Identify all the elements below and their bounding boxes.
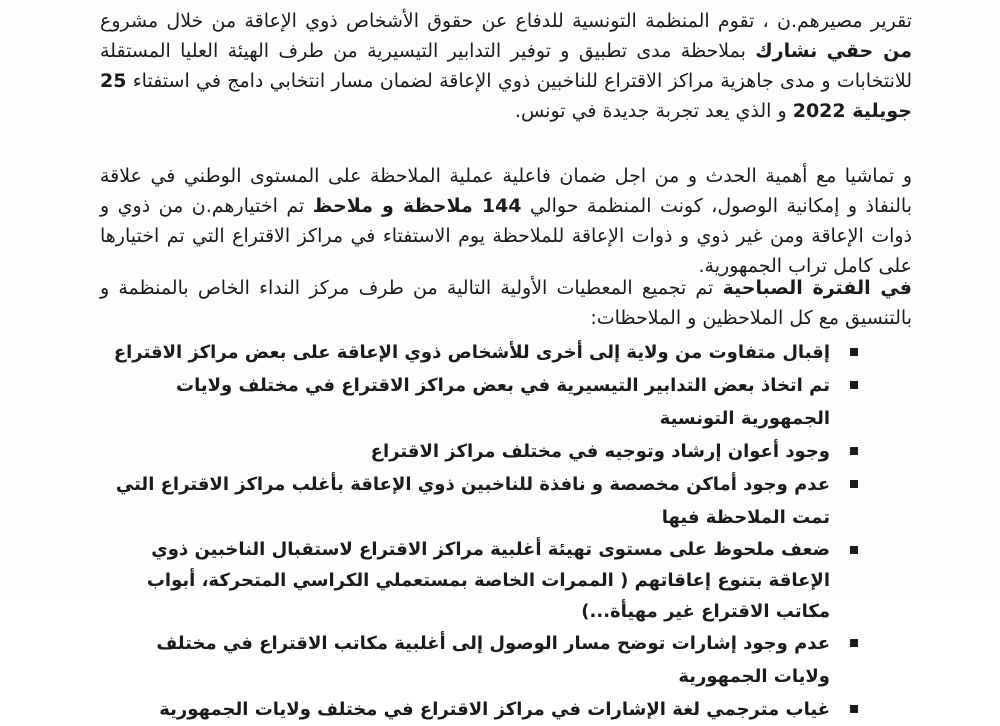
square-bullet-icon [850, 639, 858, 647]
list-item-text: عدم وجود إشارات توضح مسار الوصول إلى أغلبية مكاتب الاقتراع في مختلف ولايات الجمهورية [156, 633, 830, 687]
observers-count: 144 ملاحظة و ملاحظ [312, 195, 522, 217]
observers-text-b: تم اختيارهم.ن من ذوي و ذوات الإعاقة ومن غير ذوي و ذوات الإعاقة للملاحظة يوم الاستفتاء في مراكز الاقتراع التي تم اختيارها على كامل تراب الجمهورية. [100, 195, 912, 277]
intro-paragraph [100, 6, 912, 126]
intro-text-line1: بملاحظة مدى تطبيق و توفير التدابير التيسيرية من طرف الهيئة العليا المستقلة للانتخابات و مدى جاهزية مراكز الاقتراع للناخبين ذوي الإعاقة لضمان مسار انتخابي دامج في استفتاء [100, 40, 912, 92]
square-bullet-icon [850, 546, 858, 554]
square-bullet-icon [850, 480, 858, 488]
project-name-part2: نشارك [755, 40, 818, 62]
findings-list [100, 336, 860, 726]
morning-paragraph [100, 273, 912, 333]
list-item-text: وجود أعوان إرشاد وتوجيه في مختلف مراكز الاقتراع [370, 441, 830, 462]
observers-text-a: و تماشيا مع أهمية الحدث و من اجل ضمان فاعلية عملية الملاحظة على المستوى الوطني في علاقة بالنفاذ و إمكانية الوصول، كونت المنظمة حوالي [100, 165, 912, 217]
list-item [100, 468, 860, 534]
list-item-text: ضعف ملحوظ على مستوى تهيئة أغلبية مراكز الاقتراع لاستقبال الناخبين ذوي الإعاقة بتنوع إعاقاتهم ( الممرات الخاصة بمستعملي الكراسي المتحركة، أبواب مكاتب الاقتراع غير مهيأة...) [146, 539, 830, 622]
list-item [100, 336, 860, 369]
list-item-text: تم اتخاذ بعض التدابير التيسيرية في بعض مراكز الاقتراع في مختلف ولايات الجمهورية التونسية [176, 375, 830, 429]
square-bullet-icon [850, 381, 858, 389]
list-item [100, 435, 860, 468]
list-item [100, 693, 860, 726]
intro-text-line0: تقرير مصيرهم.ن ، تقوم المنظمة التونسية للدفاع عن حقوق الأشخاص ذوي الإعاقة من خلال مشروع [100, 10, 912, 32]
referendum-date: 25 جويلية 2022 [100, 70, 912, 122]
morning-period-heading: في الفترة الصباحية [722, 277, 912, 299]
list-item-text: غياب مترجمي لغة الإشارات في مراكز الاقتراع في مختلف ولايات الجمهورية [159, 699, 830, 720]
square-bullet-icon [850, 348, 858, 356]
observers-paragraph [100, 161, 912, 281]
project-name-part1: من حقي [826, 40, 912, 62]
square-bullet-icon [850, 447, 858, 455]
list-item [100, 534, 860, 627]
list-item [100, 369, 860, 435]
morning-text: تم تجميع المعطيات الأولية التالية من طرف مركز النداء الخاص بالمنظمة و بالتنسيق مع كل الملاحظين و الملاحظات: [100, 277, 912, 329]
list-item-text: إقبال متفاوت من ولاية إلى أخرى للأشخاص ذوي الإعاقة على بعض مراكز الاقتراع [113, 342, 830, 363]
list-item [100, 627, 860, 693]
intro-text-line2: و الذي يعد تجربة جديدة في تونس. [514, 100, 793, 122]
square-bullet-icon [850, 705, 858, 713]
list-item-text: عدم وجود أماكن مخصصة و نافذة للناخبين ذوي الإعاقة بأغلب مراكز الاقتراع التي تمت الملاحظة فيها [115, 474, 830, 528]
